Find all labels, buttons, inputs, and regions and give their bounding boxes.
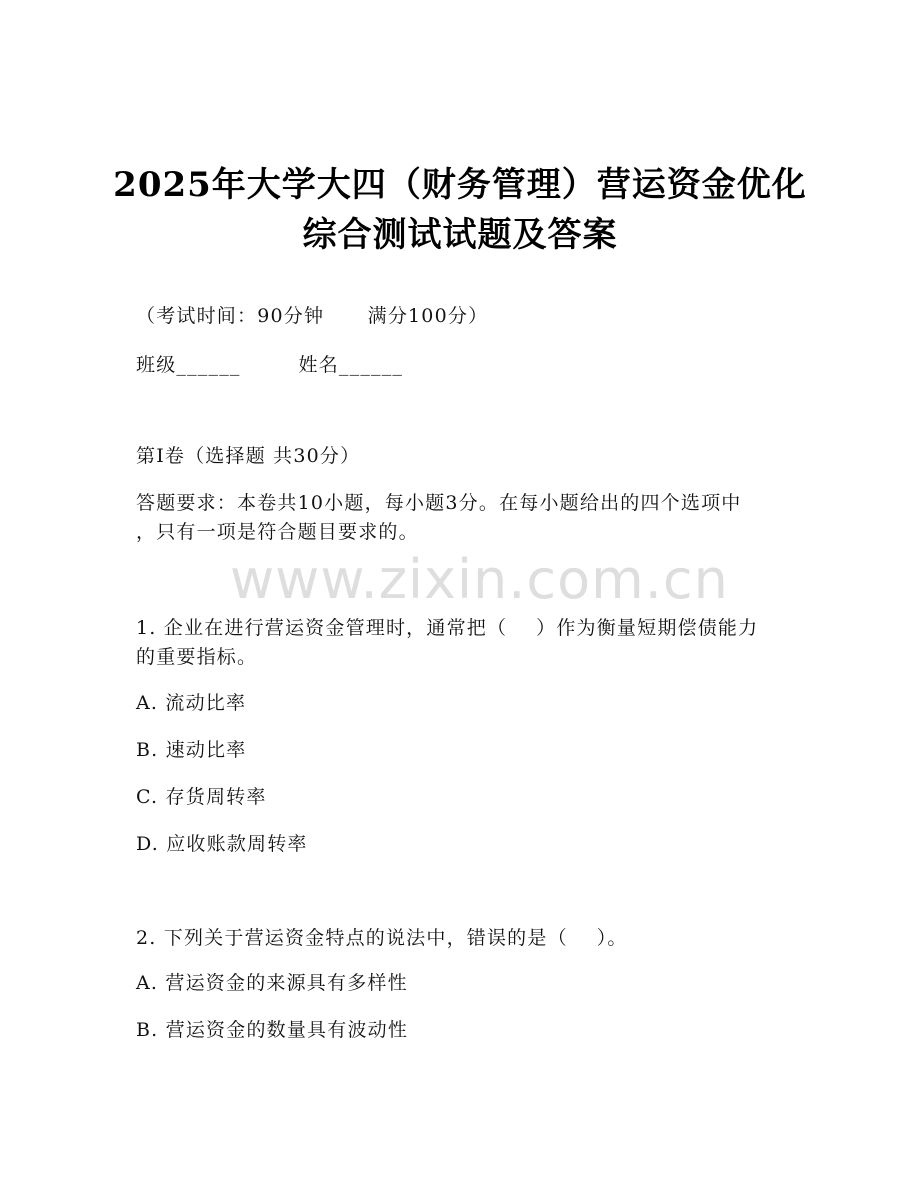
question-1-option-b: B. 速动比率: [136, 739, 247, 761]
document-subtitle: 综合测试试题及答案: [302, 215, 618, 255]
section-heading: 第Ⅰ卷（选择题 共30分）: [136, 445, 361, 467]
document-title: 2025年大学大四（财务管理）营运资金优化: [113, 165, 807, 205]
instructions-line-1: 答题要求：本卷共10小题，每小题3分。在每小题给出的四个选项中: [136, 492, 742, 514]
question-1-option-d: D. 应收账款周转率: [136, 833, 308, 855]
watermark: www.zixin.com.cn: [230, 548, 729, 611]
question-2-option-b: B. 营运资金的数量具有波动性: [136, 1019, 409, 1041]
exam-info: （考试时间：90分钟 满分100分）: [136, 305, 489, 327]
question-2-option-a: A. 营运资金的来源具有多样性: [136, 972, 408, 994]
student-fields: 班级______ 姓名______: [136, 354, 404, 376]
instructions-line-2: ，只有一项是符合题目要求的。: [136, 521, 419, 543]
question-1-stem-cont: 的重要指标。: [136, 646, 258, 668]
question-2-stem: 2. 下列关于营运资金特点的说法中，错误的是（ ）。: [136, 927, 628, 949]
question-1-option-c: C. 存货周转率: [136, 786, 267, 808]
question-1-option-a: A. 流动比率: [136, 692, 247, 714]
question-1-stem: 1. 企业在进行营运资金管理时，通常把（ ）作为衡量短期偿债能力: [136, 617, 759, 639]
